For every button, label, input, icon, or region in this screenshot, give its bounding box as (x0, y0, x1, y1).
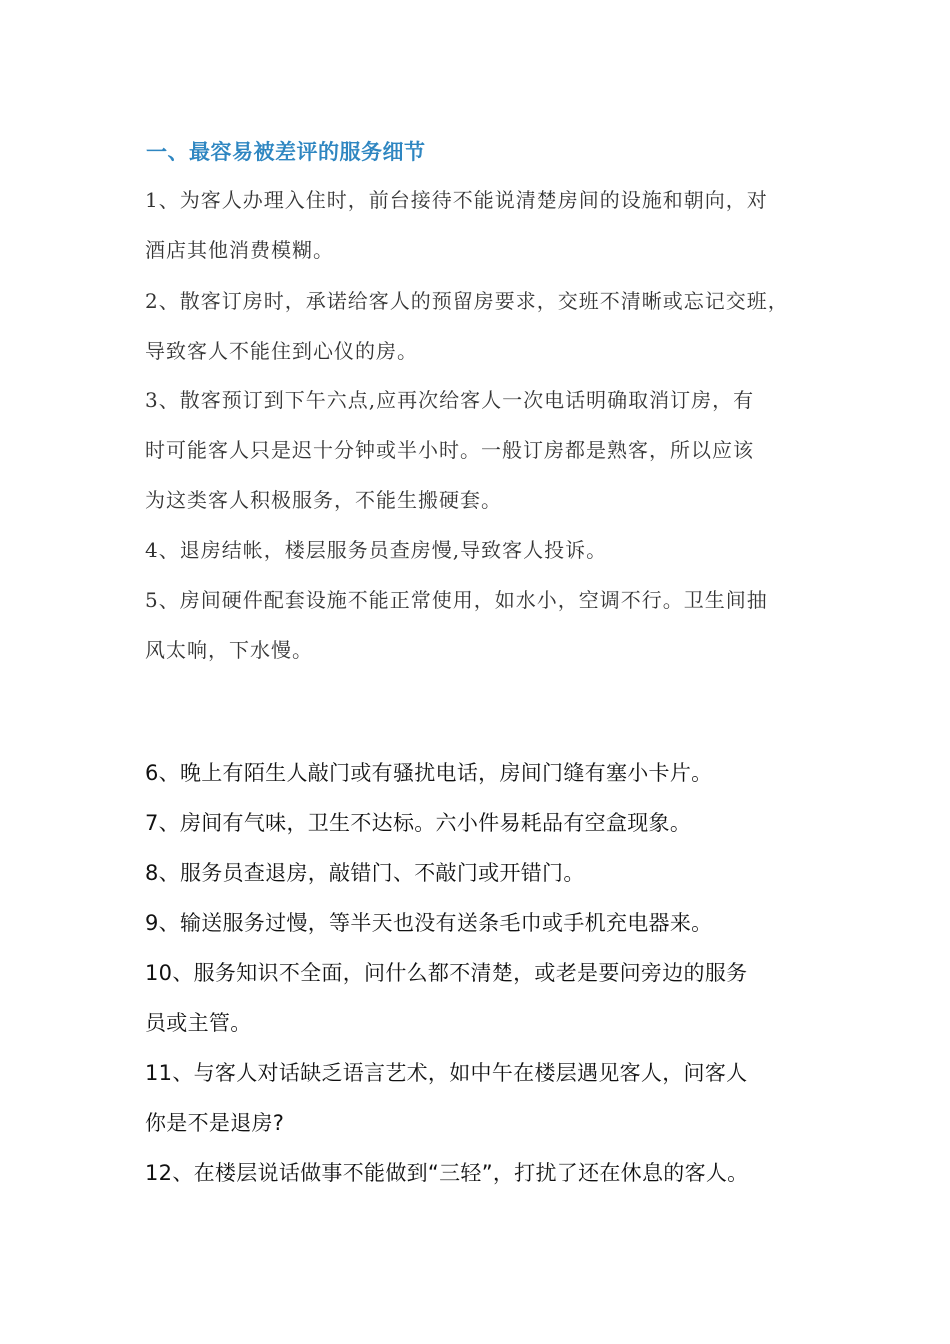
section-heading: 一、最容易被差评的服务细节 (146, 140, 426, 164)
list-item-4 (145, 525, 835, 575)
list-item-1 (145, 175, 835, 275)
list-item-line: 2、散客订房时，承诺给客人的预留房要求，交班不清晰或忘记交班， (145, 289, 789, 313)
list-item-7 (145, 798, 835, 848)
list-item-line: 1、为客人办理入住时，前台接待不能说清楚房间的设施和朝向，对 (145, 188, 768, 212)
list-item-9 (145, 898, 835, 948)
list-item-line: 你是不是退房? (145, 1111, 285, 1135)
list-item-line: 10、服务知识不全面，问什么都不清楚，或老是要问旁边的服务 (145, 961, 748, 985)
list-item-5 (145, 575, 835, 675)
list-item-line: 风太响，下水慢。 (145, 638, 313, 662)
list-item-11 (145, 1048, 835, 1148)
list-item-line: 12、在楼层说话做事不能做到“三轻”，打扰了还在休息的客人。 (145, 1161, 749, 1185)
list-item-line: 7、房间有气味，卫生不达标。六小件易耗品有空盒现象。 (145, 811, 692, 835)
list-item-line: 6、晚上有陌生人敲门或有骚扰电话，房间门缝有塞小卡片。 (145, 761, 713, 785)
list-item-6 (145, 748, 835, 798)
list-item-10 (145, 948, 835, 1048)
list-item-line: 导致客人不能住到心仪的房。 (145, 339, 418, 363)
list-item-line: 时可能客人只是迟十分钟或半小时。一般订房都是熟客，所以应该 (145, 438, 754, 462)
list-item-line: 3、散客预订到下午六点,应再次给客人一次电话明确取消订房，有 (145, 388, 755, 412)
list-item-line: 酒店其他消费模糊。 (145, 238, 334, 262)
list-item-line: 4、退房结帐，楼层服务员查房慢,导致客人投诉。 (145, 538, 608, 562)
list-item-line: 为这类客人积极服务，不能生搬硬套。 (145, 488, 502, 512)
list-item-line: 9、输送服务过慢，等半天也没有送条毛巾或手机充电器来。 (145, 911, 713, 935)
list-item-12 (145, 1148, 835, 1198)
list-item-line: 11、与客人对话缺乏语言艺术，如中午在楼层遇见客人，问客人 (145, 1061, 748, 1085)
list-item-3 (145, 375, 835, 525)
list-item-2 (145, 276, 835, 376)
list-item-line: 员或主管。 (145, 1011, 252, 1035)
list-item-line: 8、服务员查退房，敲错门、不敲门或开错门。 (145, 861, 585, 885)
list-item-line: 5、房间硬件配套设施不能正常使用，如水小，空调不行。卫生间抽 (145, 588, 768, 612)
list-item-8 (145, 848, 835, 898)
